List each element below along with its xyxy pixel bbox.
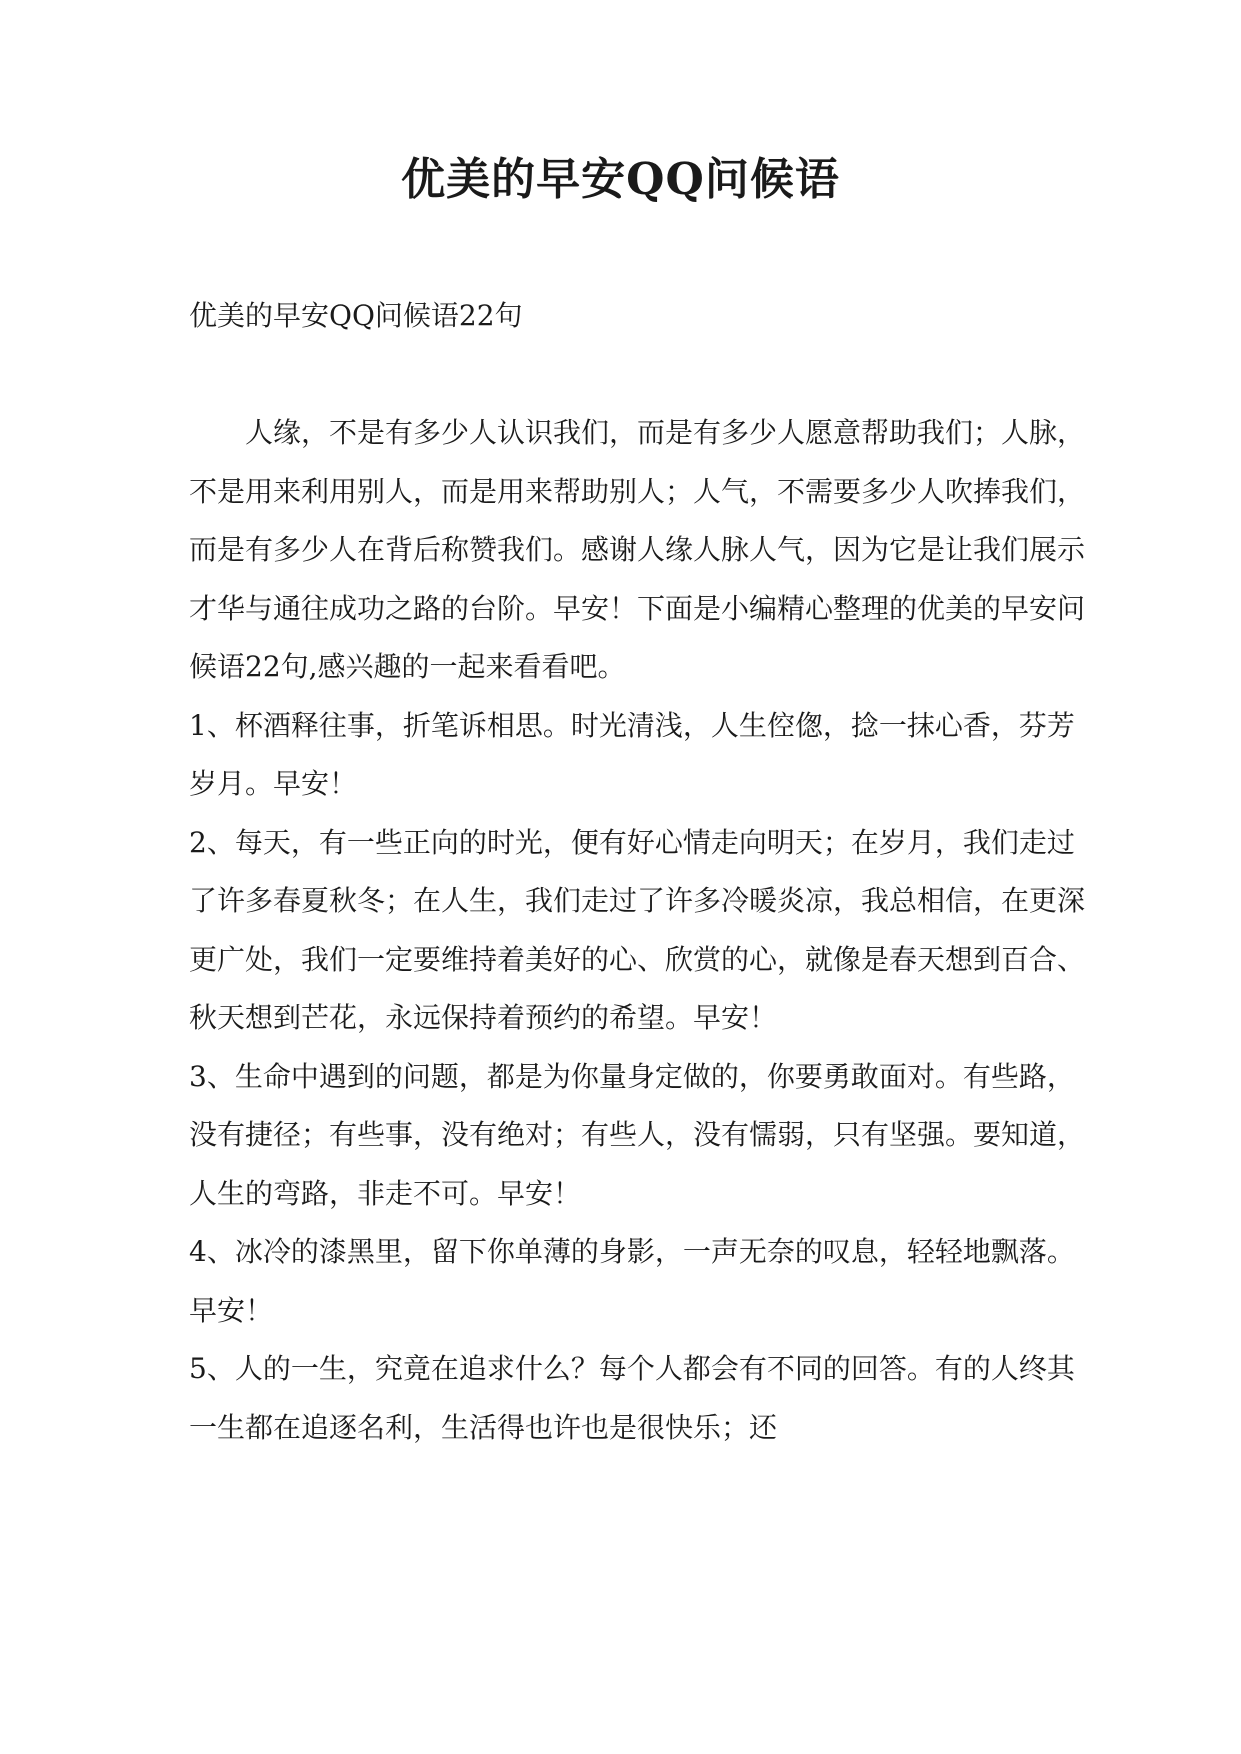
intro-paragraph: 人缘，不是有多少人认识我们，而是有多少人愿意帮助我们；人脉，不是用来利用别人，而是用来帮助别人；人气，不需要多少人吹捧我们，而是有多少人在背后称赞我们。感谢人缘人脉人气，因为它是让我们展示才华与通往成功之路的台阶。早安！下面是小编精心整理的优美的早安问候语22句,感兴趣的一起来看看吧。 bbox=[189, 416, 1086, 683]
greeting-item-3: 3、生命中遇到的问题，都是为你量身定做的，你要勇敢面对。有些路，没有捷径；有些事，没有绝对；有些人，没有懦弱，只有坚强。要知道，人生的弯路，非走不可。早安！ bbox=[189, 1059, 1086, 1210]
greeting-item-1: 1、杯酒释往事，折笔诉相思。时光清浅，人生倥偬，捻一抹心香，芬芳岁月。早安！ bbox=[189, 708, 1075, 800]
greeting-item-4: 4、冰冷的漆黑里，留下你单薄的身影，一声无奈的叹息，轻轻地飘落。早安！ bbox=[189, 1235, 1075, 1327]
document-body bbox=[189, 404, 1089, 1457]
document-subtitle: 优美的早安QQ问候语22句 bbox=[189, 299, 523, 332]
greeting-item-5: 5、人的一生，究竟在追求什么？每个人都会有不同的回答。有的人终其一生都在追逐名利，生活得也许也是很快乐；还 bbox=[189, 1352, 1075, 1444]
greeting-item-2: 2、每天，有一些正向的时光，便有好心情走向明天；在岁月，我们走过了许多春夏秋冬；在人生，我们走过了许多冷暖炎凉，我总相信，在更深更广处，我们一定要维持着美好的心、欣赏的心，就像是春天想到百合、秋天想到芒花，永远保持着预约的希望。早安！ bbox=[189, 825, 1086, 1034]
document-title: 优美的早安QQ问候语 bbox=[401, 154, 840, 205]
